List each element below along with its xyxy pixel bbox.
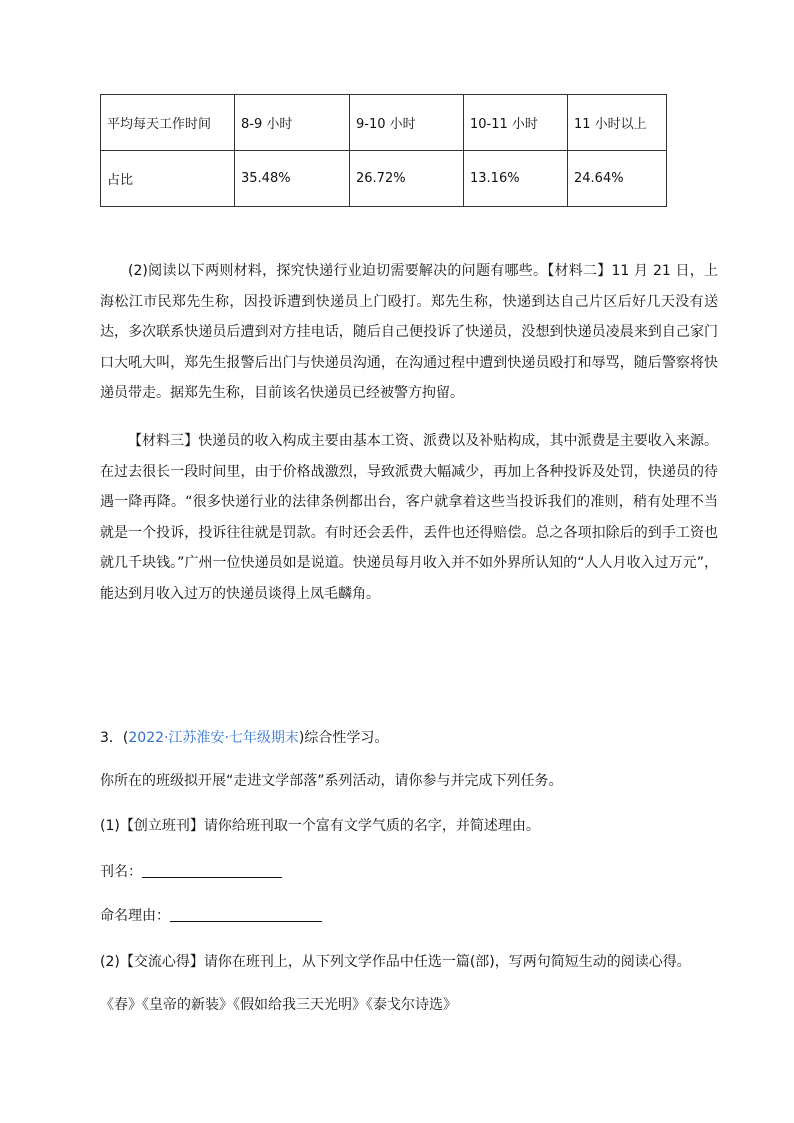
table-cell: 9-10 小时 <box>350 95 464 151</box>
table-row <box>101 151 667 207</box>
task-2-prompt: (2)【交流心得】请你在班刊上，从下列文学作品中任选一篇(部)，写两句简短生动的阅读心得。 <box>100 954 691 970</box>
naming-reason-blank[interactable] <box>170 907 322 922</box>
question-title: )综合性学习。 <box>298 730 389 746</box>
table-cell: 11 小时以上 <box>568 95 667 151</box>
table-cell: 平均每天工作时间 <box>101 95 235 151</box>
naming-reason-label: 命名理由： <box>100 908 170 924</box>
table-header-row <box>101 95 667 151</box>
work-hours-table <box>100 94 667 207</box>
table-cell: 8-9 小时 <box>235 95 350 151</box>
table-cell: 24.64% <box>568 151 667 207</box>
question-source: 2022·江苏淮安·七年级期末 <box>128 730 299 746</box>
journal-name-row <box>100 862 282 882</box>
table-cell: 26.72% <box>350 151 464 207</box>
question-3-intro: 你所在的班级拟开展“走进文学部落”系列活动，请你参与并完成下列任务。 <box>100 773 563 789</box>
task-1-prompt: (1)【创立班刊】请你给班刊取一个富有文学气质的名字，并简述理由。 <box>100 818 540 834</box>
literary-works-list: 《春》《皇帝的新装》《假如给我三天光明》《泰戈尔诗选》 <box>100 997 457 1013</box>
question-3-heading <box>100 728 388 748</box>
table-cell: 13.16% <box>464 151 568 207</box>
table-cell: 35.48% <box>235 151 350 207</box>
material-3-paragraph: 【材料三】快递员的收入构成主要由基本工资、派费以及补贴构成，其中派费是主要收入来源。在过去很长一段时间里，由于价格战激烈，导致派费大幅减少，再加上各种投诉及处罚，快递员的待遇一降再降。“很多快递行业的法律条例都出台，客户就拿着这些当投诉我们的准则，稍有处理不当就是一个投诉，投诉往往就是罚款。有时还会丢件，丢件也还得赔偿。总之各项扣除后的到手工资也就几千块钱。”广州一位快递员如是说道。快递员每月收入并不如外界所认知的“人人月收入过万元”，能达到月收入过万的快递员谈得上凤毛麟角。 <box>100 433 718 602</box>
table-cell: 10-11 小时 <box>464 95 568 151</box>
naming-reason-row <box>100 906 322 926</box>
journal-name-label: 刊名： <box>100 864 142 880</box>
question-2-material-2: (2)阅读以下两则材料，探究快递行业迫切需要解决的问题有哪些。【材料二】11 月 21 日，上海松江市民郑先生称，因投诉遭到快递员上门殴打。郑先生称，快递到达自己片区后好几天没有送达，多次联系快递员后遭到对方挂电话，随后自己便投诉了快递员，没想到快递员凌晨来到自己家门口大吼大叫，郑先生报警后出门与快递员沟通，在沟通过程中遭到快递员殴打和辱骂，随后警察将快递员带走。据郑先生称，目前该名快递员已经被警方拘留。 <box>100 263 718 401</box>
table-cell: 占比 <box>101 151 235 207</box>
question-number: 3．( <box>100 730 129 746</box>
journal-name-blank[interactable] <box>142 863 282 878</box>
